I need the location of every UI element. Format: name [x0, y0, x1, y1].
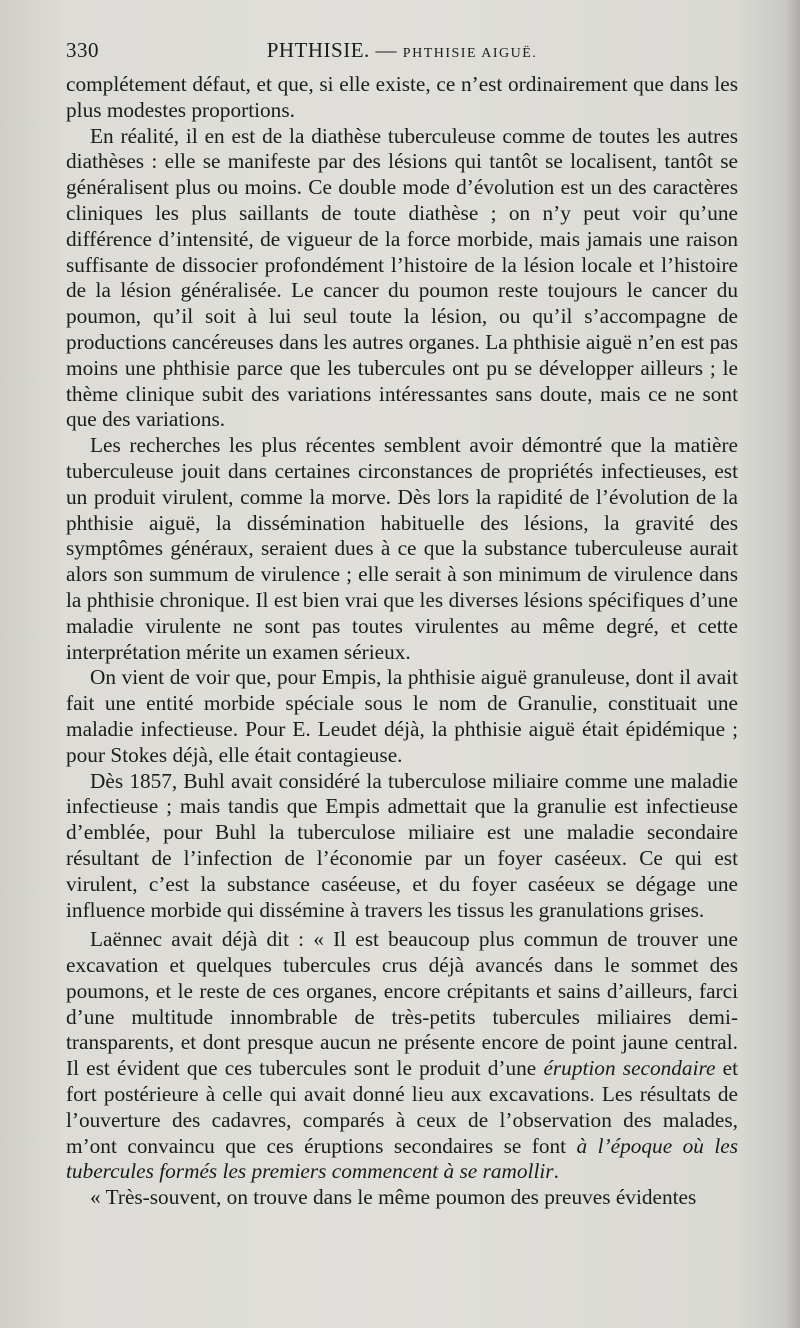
page-number: 330	[66, 38, 99, 62]
running-head-title: PHTHISIE.	[266, 38, 370, 62]
paragraph: Dès 1857, Buhl avait considéré la tuberculose miliaire comme une maladie infectieuse ; mais tandis que Empis admettait que la granulie est infectieuse d’emblée, pour Buhl la tuberculose miliaire est une maladie secondaire résultant de l’infection de l’économie par un foyer caséeux. Ce qui est virulent, c’est la substance caséeuse, et du foyer caséeux se dégage une influence morbide qui dissémine à travers les tissus les granulations grises.	[66, 768, 738, 922]
running-head	[66, 38, 738, 63]
italic-phrase: éruption secondaire	[543, 1056, 716, 1081]
paragraph: On vient de voir que, pour Empis, la phthisie aiguë granuleuse, dont il avait fait une entité morbide spéciale sous le nom de Granulie, constituait une maladie infectieuse. Pour E. Leudet déjà, la phthisie aiguë était épidémique ; pour Stokes déjà, elle était contagieuse.	[66, 665, 738, 767]
paragraph-laennec-quote	[66, 927, 738, 1185]
paragraph: complétement défaut, et que, si elle existe, ce n’est ordinairement que dans les plus modestes proportions.	[66, 72, 738, 122]
quote-text: Laënnec avait déjà dit : « Il est beaucoup plus commun de trouver une excavation et quelques tubercules crus déjà avancés dans le sommet des poumons, et le reste de ces organes, encore crépitants et sains d’ailleurs, farci d’une multitude innombrable de très-petits tubercules miliaires demi-transparents, et dont presque aucun ne présente encore de point jaune central. Il est évident que ces tubercules sont le produit d’une	[66, 927, 738, 1081]
paragraph: « Très-souvent, on trouve dans le même poumon des preuves évidentes	[90, 1185, 697, 1210]
running-head-separator: —	[375, 38, 398, 62]
body-text	[66, 72, 738, 1211]
page-header	[66, 38, 738, 68]
running-head-subtitle: PHTHISIE AIGUË.	[402, 46, 538, 61]
paragraph: En réalité, il en est de la diathèse tuberculeuse comme de toutes les autres diathèses : elle se manifeste par des lésions qui tantôt se localisent, tantôt se généralisent plus ou moins. Ce double mode d’évolution est un des caractères cliniques les plus saillants de toute diathèse ; on n’y peut voir qu’une différence d’intensité, de vigueur de la force morbide, mais jamais une raison suffisante de dissocier profondément l’histoire de la lésion locale et l’histoire de la lésion généralisée. Le cancer du poumon reste toujours le cancer du poumon, qu’il soit à lui seul toute la lésion, ou qu’il s’accompagne de productions cancéreuses dans les autres organes. La phthisie aiguë n’en est pas moins une phthisie parce que les tubercules ont pu se développer ailleurs ; le thème clinique subit des variations intéressantes sans doute, mais ce ne sont que des variations.	[66, 123, 738, 432]
paragraph: Les recherches les plus récentes semblent avoir démontré que la matière tuberculeuse jouit dans certaines circonstances de propriétés infectieuses, est un produit virulent, comme la morve. Dès lors la rapidité de l’évolution de la phthisie aiguë, la dissémination habituelle des lésions, la gravité des symptômes généraux, seraient dues à ce que la substance tuberculeuse aurait alors son summum de virulence ; elle serait à son minimum de virulence dans la phthisie chronique. Il est bien vrai que les diverses lésions spécifiques d’une maladie virulente ne sont pas toutes virulentes au même degré, et cette interprétation mérite un examen sérieux.	[66, 433, 738, 664]
italic-phrase: à l’époque où les tubercules formés les premiers commencent à se ramollir	[66, 1133, 738, 1184]
quote-text: et fort postérieure à celle qui avait donné lieu aux excavations. Les résultats de l’ouverture des cadavres, comparés à ceux de l’observation des malades, m’ont convaincu que ces éruptions secondaires se font	[66, 1056, 738, 1158]
quote-text: .	[553, 1159, 559, 1184]
page-edge-shadow	[786, 0, 800, 1328]
